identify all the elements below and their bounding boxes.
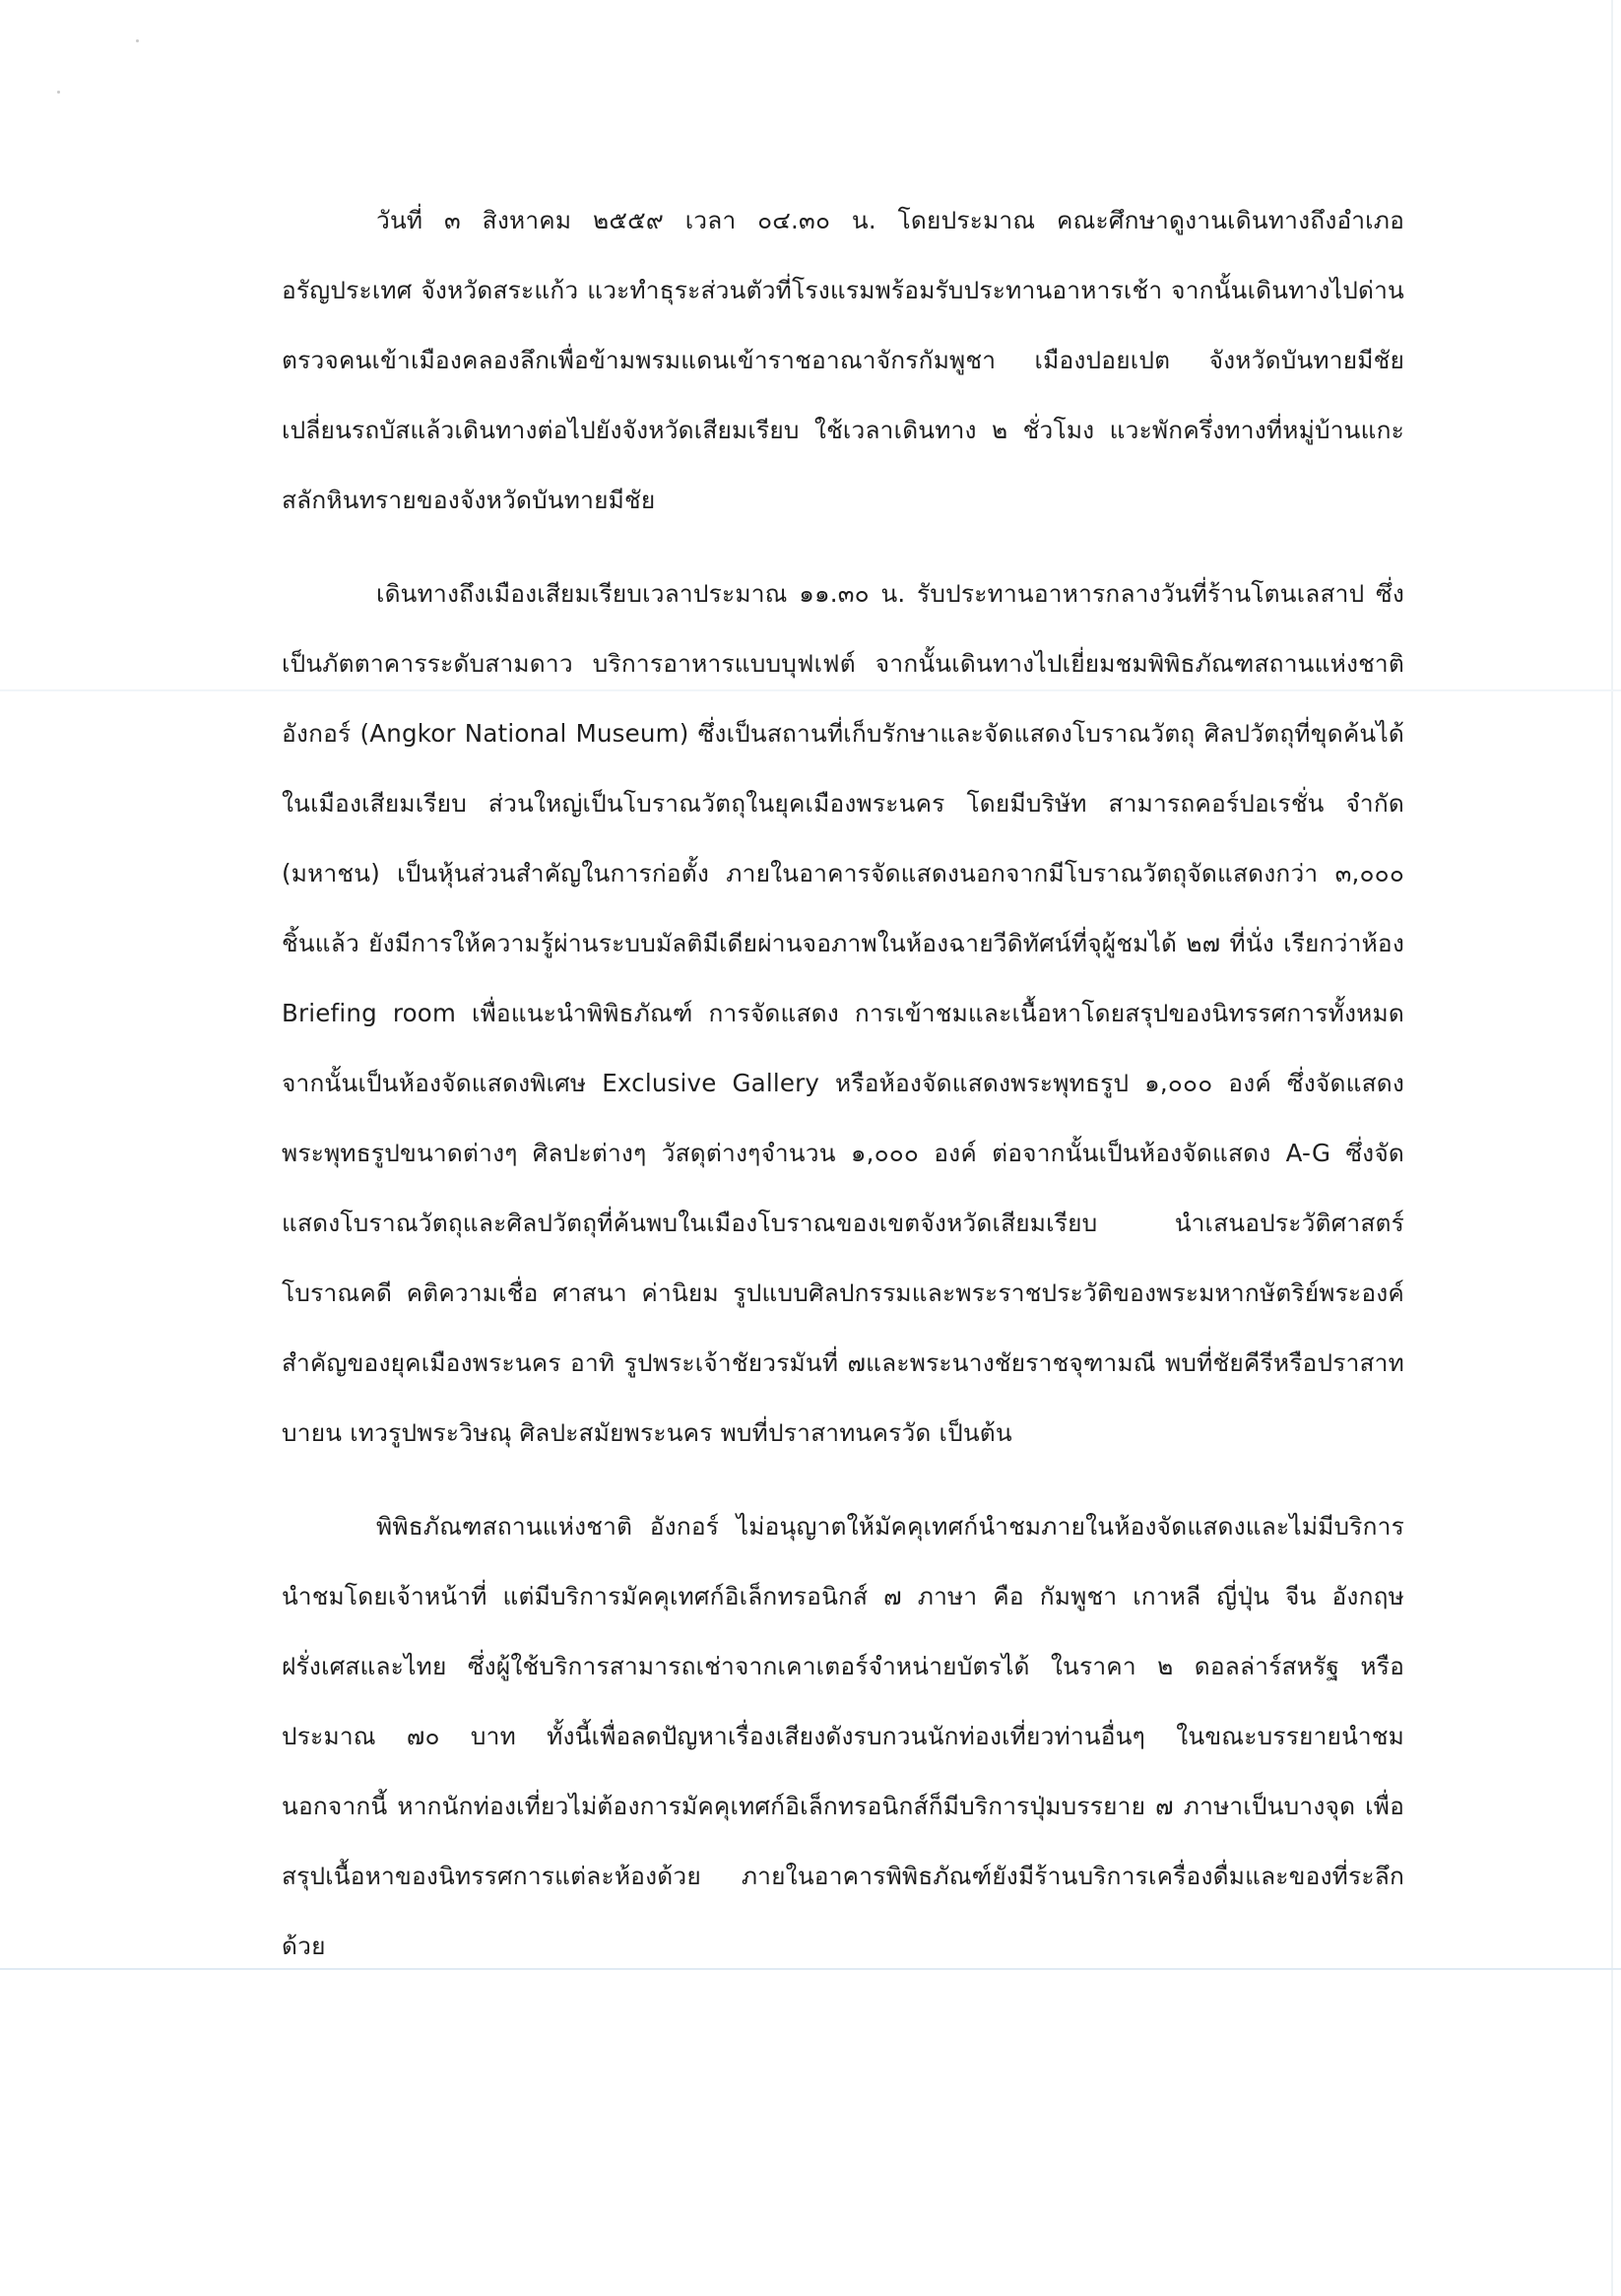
scan-speck (57, 91, 60, 94)
scan-speck (136, 39, 139, 42)
scan-edge (1611, 0, 1613, 2296)
document-body (282, 185, 1404, 1981)
paragraph-2: เดินทางถึงเมืองเสียมเรียบเวลาประมาณ ๑๑.๓๐ น. รับประทานอาหารกลางวันที่ร้านโตนเลสาป ซึ่งเป็นภัตตาคารระดับสามดาว บริการอาหารแบบบุฟเฟต์ จากนั้นเดินทางไปเยี่ยมชมพิพิธภัณฑสถานแห่งชาติ อังกอร์ (Angkor National Museum) ซึ่งเป็นสถานที่เก็บรักษาและจัดแสดงโบราณวัตถุ ศิลปวัตถุที่ขุดค้นได้ในเมืองเสียมเรียบ ส่วนใหญ่เป็นโบราณวัตถุในยุคเมืองพระนคร โดยมีบริษัท สามารถคอร์ปอเรชั่น จำกัด (มหาชน) เป็นหุ้นส่วนสำคัญในการก่อตั้ง ภายในอาคารจัดแสดงนอกจากมีโบราณวัตถุจัดแสดงกว่า ๓,๐๐๐ ชิ้นแล้ว ยังมีการให้ความรู้ผ่านระบบมัลติมีเดียผ่านจอภาพในห้องฉายวีดิทัศน์ที่จุผู้ชมได้ ๒๗ ที่นั่ง เรียกว่าห้อง Briefing room เพื่อแนะนำพิพิธภัณฑ์ การจัดแสดง การเข้าชมและเนื้อหาโดยสรุปของนิทรรศการทั้งหมด จากนั้นเป็นห้องจัดแสดงพิเศษ Exclusive Gallery หรือห้องจัดแสดงพระพุทธรูป ๑,๐๐๐ องค์ ซึ่งจัดแสดงพระพุทธรูปขนาดต่างๆ ศิลปะต่างๆ วัสดุต่างๆจำนวน ๑,๐๐๐ องค์ ต่อจากนั้นเป็นห้องจัดแสดง A-G ซึ่งจัดแสดงโบราณวัตถุและศิลปวัตถุที่ค้นพบในเมืองโบราณของเขตจังหวัดเสียมเรียบ นำเสนอประวัติศาสตร์ โบราณคดี คติความเชื่อ ศาสนา ค่านิยม รูปแบบศิลปกรรมและพระราชประวัติของพระมหากษัตริย์พระองค์สำคัญของยุคเมืองพระนคร อาทิ รูปพระเจ้าชัยวรมันที่ ๗และพระนางชัยราชจุฑามณี พบที่ชัยคีรีหรือปราสาทบายน เทวรูปพระวิษณุ ศิลปะสมัยพระนคร พบที่ปราสาทนครวัด เป็นต้น (282, 579, 1404, 1447)
paragraph-3: พิพิธภัณฑสถานแห่งชาติ อังกอร์ ไม่อนุญาตให้มัคคุเทศก์นำชมภายในห้องจัดแสดงและไม่มีบริการนำชมโดยเจ้าหน้าที่ แต่มีบริการมัคคุเทศก์อิเล็กทรอนิกส์ ๗ ภาษา คือ กัมพูชา เกาหลี ญี่ปุ่น จีน อังกฤษ ฝรั่งเศสและไทย ซึ่งผู้ใช้บริการสามารถเช่าจากเคาเตอร์จำหน่ายบัตรได้ ในราคา ๒ ดอลล่าร์สหรัฐ หรือประมาณ ๗๐ บาท ทั้งนี้เพื่อลดปัญหาเรื่องเสียงดังรบกวนนักท่องเที่ยวท่านอื่นๆ ในขณะบรรยายนำชม นอกจากนี้ หากนักท่องเที่ยวไม่ต้องการมัคคุเทศก์อิเล็กทรอนิกส์ก็มีบริการปุ่มบรรยาย ๗ ภาษาเป็นบางจุด เพื่อสรุปเนื้อหาของนิทรรศการแต่ละห้องด้วย ภายในอาคารพิพิธภัณฑ์ยังมีร้านบริการเครื่องดื่มและของที่ระลึกด้วย (282, 1512, 1404, 1960)
paragraph-1: วันที่ ๓ สิงหาคม ๒๕๕๙ เวลา ๐๔.๓๐ น. โดยประมาณ คณะศึกษาดูงานเดินทางถึงอำเภออรัญประเทศ จังหวัดสระแก้ว แวะทำธุระส่วนตัวที่โรงแรมพร้อมรับประทานอาหารเช้า จากนั้นเดินทางไปด่านตรวจคนเข้าเมืองคลองลึกเพื่อข้ามพรมแดนเข้าราชอาณาจักรกัมพูชา เมืองปอยเปต จังหวัดบันทายมีชัย เปลี่ยนรถบัสแล้วเดินทางต่อไปยังจังหวัดเสียมเรียบ ใช้เวลาเดินทาง ๒ ชั่วโมง แวะพักครึ่งทางที่หมู่บ้านแกะสลักหินทรายของจังหวัดบันทายมีชัย (282, 206, 1404, 514)
